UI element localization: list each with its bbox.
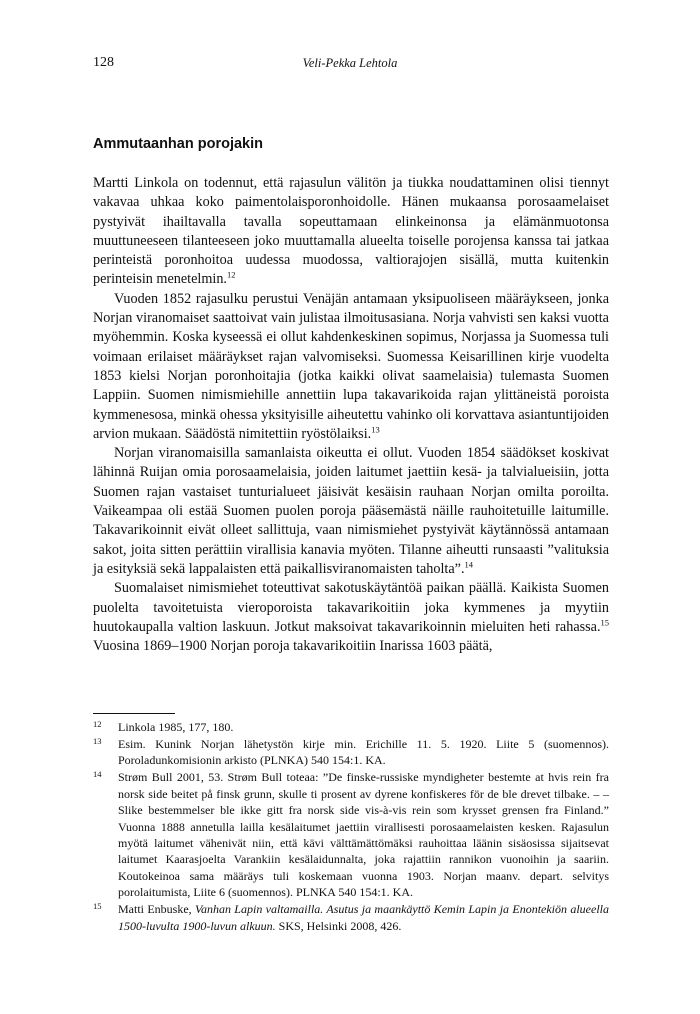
footnotes bbox=[93, 719, 609, 935]
footnote-ref[interactable]: 15 bbox=[600, 617, 609, 628]
footnote-text bbox=[118, 901, 609, 934]
footnote-prefix: Matti Enbuske, bbox=[118, 902, 195, 917]
paragraph-text: Martti Linkola on todennut, että rajasulun välitön ja tiukka noudattaminen olisi tiennyt vakavaa uhkaa koko paimentolaisporonhoidolle. Hänen mukaansa porosaamelaiset pystyivät ihailtavalla tavalla sopeuttamaan elinkeinonsa ja elämänmuotonsa muuttuneeseen tilanteeseen joko muuttamalla alueelta toiselle porojensa kanssa tai jatkaa perinteistä poronhoitoa uudessa muodossa, valtiorajojen sisällä, mutta kuitenkin perinteisin menetelmin. bbox=[93, 175, 609, 288]
footnote-13 bbox=[93, 736, 609, 769]
footnote-number: 15 bbox=[93, 901, 102, 912]
footnote-text: Esim. Kunink Norjan lähetystön kirje min. Erichille 11. 5. 1920. Liite 5 (suomennos). Poroladunkomisionin arkisto (PLNKA) 540 154:1. KA. bbox=[118, 737, 609, 768]
paragraph-text: Suomalaiset nimismiehet toteuttivat sakotuskäytäntöä paikan päällä. Kaikista Suomen puolelta tavoitetuista vieroporoista takavarikoitiin joka kymmenes ja myytiin huutokaupalla valtion laskuun. Jotkut maksoivat takavarikoinnin mieluiten heti rahassa. bbox=[93, 580, 609, 635]
footnote-15 bbox=[93, 901, 609, 934]
footnote-number: 14 bbox=[93, 769, 102, 780]
paragraph-3 bbox=[93, 444, 609, 579]
section-heading: Ammutaanhan porojakin bbox=[93, 136, 263, 152]
footnote-text: Linkola 1985, 177, 180. bbox=[118, 720, 234, 734]
footnote-suffix: SKS, Helsinki 2008, 426. bbox=[275, 918, 402, 933]
paragraph-text-tail: Vuosina 1869–1900 Norjan poroja takavarikoitiin Inarissa 1603 päätä, bbox=[93, 638, 493, 655]
footnote-text: Strøm Bull 2001, 53. Strøm Bull toteaa: ”De finske-russiske myndigheter bestemte at hvis rein fra norsk side beitet på finsk grunn, skulle ti prosent av dyrene konfiskeres för de ble drevet tilbake. – – Slike bestemmelser ble ikke gitt fra norsk side vis-à-vis rein som krysset grensen fra Finland.” Vuonna 1888 annetulla lailla kesälaitumet jaettiin virallisesti porosaamelaisten kesken. Rajasulun myötä laitumet vähenivät niin, että kävi välttämättömäksi rauhoittaa läänin sisäosissa sijaitsevat laitumet Kaarasjoelta Varankiin kesälaidunnalta, joka rajattiin rannikon vuonoihin ja saariin. Koutokeinoa sama määräys tuli koskemaan vuonna 1903. Norjan maanv. depart. selvitys porolaitumista, Liite 6 (suomennos). PLNKA 540 154:1. KA. bbox=[118, 770, 609, 900]
running-head: Veli-Pekka Lehtola bbox=[302, 56, 398, 70]
paragraph-2 bbox=[93, 290, 609, 444]
footnote-14 bbox=[93, 769, 609, 900]
footnote-ref[interactable]: 14 bbox=[464, 559, 474, 570]
paragraph-1 bbox=[93, 174, 609, 290]
footnote-italic-title: Vanhan Lapin valtamailla. Asutus ja maankäyttö Kemin Lapin ja Enontekiön alueella 1500-luvulta 1900-luvun alkuun. bbox=[118, 902, 609, 933]
footnote-ref[interactable]: 13 bbox=[371, 424, 380, 435]
footnote-rule bbox=[93, 713, 175, 714]
paragraph-text: Vuoden 1852 rajasulku perustui Venäjän antamaan yksipuoliseen määräykseen, jonka Norjan viranomaiset saattoivat vain julistaa ilmoitusasiana. Norja vahvisti sen kaksi vuotta myöhemmin. Koska kyseessä ei ollut kahdenkeskinen sopimus, Norjassa ja Suomessa tuli voimaan erilaiset määräykset rajan valvomiseksi. Suomessa Keisarillinen kirje vuodelta 1853 kielsi Norjan poronhoitajia (jotka kaikki olivat saamelaisia) tulemasta Suomen Lappiin. Suomen nimismiehille annettiin lupa takavarikoida rajan ylittäneistä poroista kymmenesosa, minkä ohessa yksityisille aiheutettu vahinko oli korvattava asiantuntijoiden arvion mukaan. Säädöstä nimitettiin ryöstölaiksi. bbox=[93, 290, 609, 442]
footnote-number: 12 bbox=[93, 719, 102, 729]
paragraph-text: Norjan viranomaisilla samanlaista oikeutta ei ollut. Vuoden 1854 säädökset koskivat lähinnä Ruijan omia porosaamelaisia, joiden laitumet jaettiin kesä- ja talvialueisiin, jotta Suomen rajan vastaiset tunturialueet jäisivät kesäisin rauhaan Norjan omilta poroilta. Vaikeampaa oli estää Suomen puolen poroja pääsemästä näille rauhoitetuille laitumille. Takavarikoinnit eivät olleet sallittuja, vaan nimismiehet pystyivät käytännössä antamaan sakot, joita sitten perättiin virallisia kanavia myöten. Tilanne aiheutti runsaasti ”valituksia ja esityksiä sekä lappalaisten että paikallisviranomaisten taholta”. bbox=[93, 445, 609, 577]
body-text bbox=[93, 174, 609, 656]
page-number: 128 bbox=[93, 55, 114, 70]
footnote-ref[interactable]: 12 bbox=[226, 269, 236, 280]
footnote-12 bbox=[93, 719, 609, 735]
paragraph-4 bbox=[93, 579, 609, 656]
footnote-number: 13 bbox=[93, 736, 102, 746]
